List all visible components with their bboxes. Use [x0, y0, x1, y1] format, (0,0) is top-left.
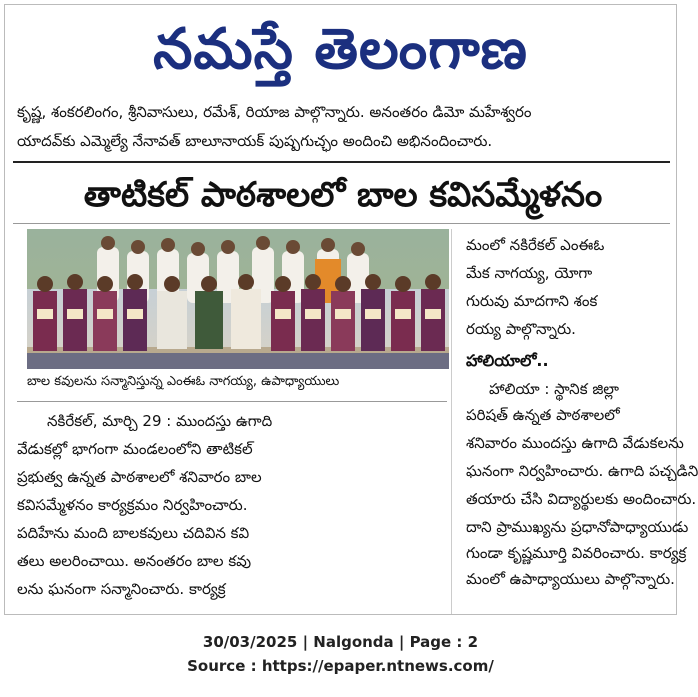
newspaper-clipping	[4, 4, 698, 615]
photo-caption: బాల కవులను సన్మానిస్తున్న ఎంఈఓ నాగయ్య, ఉపాధ్యాయులు	[27, 374, 340, 389]
right-text-line: మంలో నకిరేకల్ ఎంఈఓ	[466, 236, 605, 254]
right-text-line: తయారు చేసి విద్యార్థులకు అందించారు.	[466, 490, 697, 508]
divider	[17, 401, 447, 402]
right-text-line: శనివారం ముందస్తు ఉగాది వేడుకలను	[466, 434, 684, 452]
divider	[13, 223, 670, 224]
left-text-line: తలు అలరించాయి. అనంతరం బాల కవు	[17, 552, 252, 570]
right-text-line: రయ్య పాల్గొన్నారు.	[466, 320, 576, 338]
right-text-line: గుండా కృష్ణమూర్తి వివరించారు. కార్యక్ర	[466, 544, 687, 562]
footer-source: Source : https://epaper.ntnews.com/	[187, 657, 494, 675]
left-text-line: ప్రభుత్వ ఉన్నత పాఠశాలలో శనివారం బాల	[17, 468, 262, 486]
divider	[13, 161, 670, 163]
left-text-line: నకిరేకల్, మార్చి 29 : ముందస్తు ఉగాది	[47, 412, 273, 430]
right-text-line: పరిషత్ ఉన్నత పాఠశాలలో	[466, 406, 620, 424]
right-text-line: హాలియా : స్థానిక జిల్లా	[489, 380, 619, 398]
left-text-line: పదిహేను మంది బాలకవులు చదివిన కవి	[17, 524, 250, 542]
right-text-line: మంలో ఉపాధ్యాయులు పాల్గొన్నారు.	[466, 570, 675, 588]
right-text-line: ఘనంగా నిర్వహించారు. ఉగాది పచ్చడిని	[466, 462, 698, 480]
masthead: నమస్తే తెలంగాణ	[153, 17, 528, 82]
right-text-line: దాని ప్రాముఖ్యను ప్రధానోపాధ్యాయుడు	[466, 518, 689, 536]
top-text-line: కృష్ణ, శంకరలింగం, శ్రీనివాసులు, రమేశ్, రియాజ పాల్గొన్నారు. అనంతరం డిమో మహేశ్వరం	[17, 103, 532, 121]
subheading: హాలియాలో..	[466, 351, 549, 370]
left-text-line: లను ఘనంగా సన్మానించారు. కార్యక్ర	[17, 580, 226, 598]
headline: తాటికల్ పాఠశాలలో బాల కవిసమ్మేళనం	[83, 175, 603, 215]
left-text-line: వేడుకల్లో భాగంగా మండలంలోని తాటికల్	[17, 440, 253, 458]
footer-date-edition: 30/03/2025 | Nalgonda | Page : 2	[202, 633, 479, 651]
right-text-line: మేక నాగయ్య, యోగా	[466, 264, 593, 282]
group-photo	[27, 229, 449, 369]
column-divider	[451, 229, 452, 614]
right-text-line: గురువు మాదగాని శంక	[466, 292, 598, 310]
top-text-line: యాదవ్‌కు ఎమ్మెల్యే నేనావత్ బాలూనాయక్ పుష్పగుచ్ఛం అందించి అభినందించారు.	[17, 132, 493, 150]
left-text-line: కవిసమ్మేళనం కార్యక్రమం నిర్వహించారు.	[17, 496, 248, 514]
